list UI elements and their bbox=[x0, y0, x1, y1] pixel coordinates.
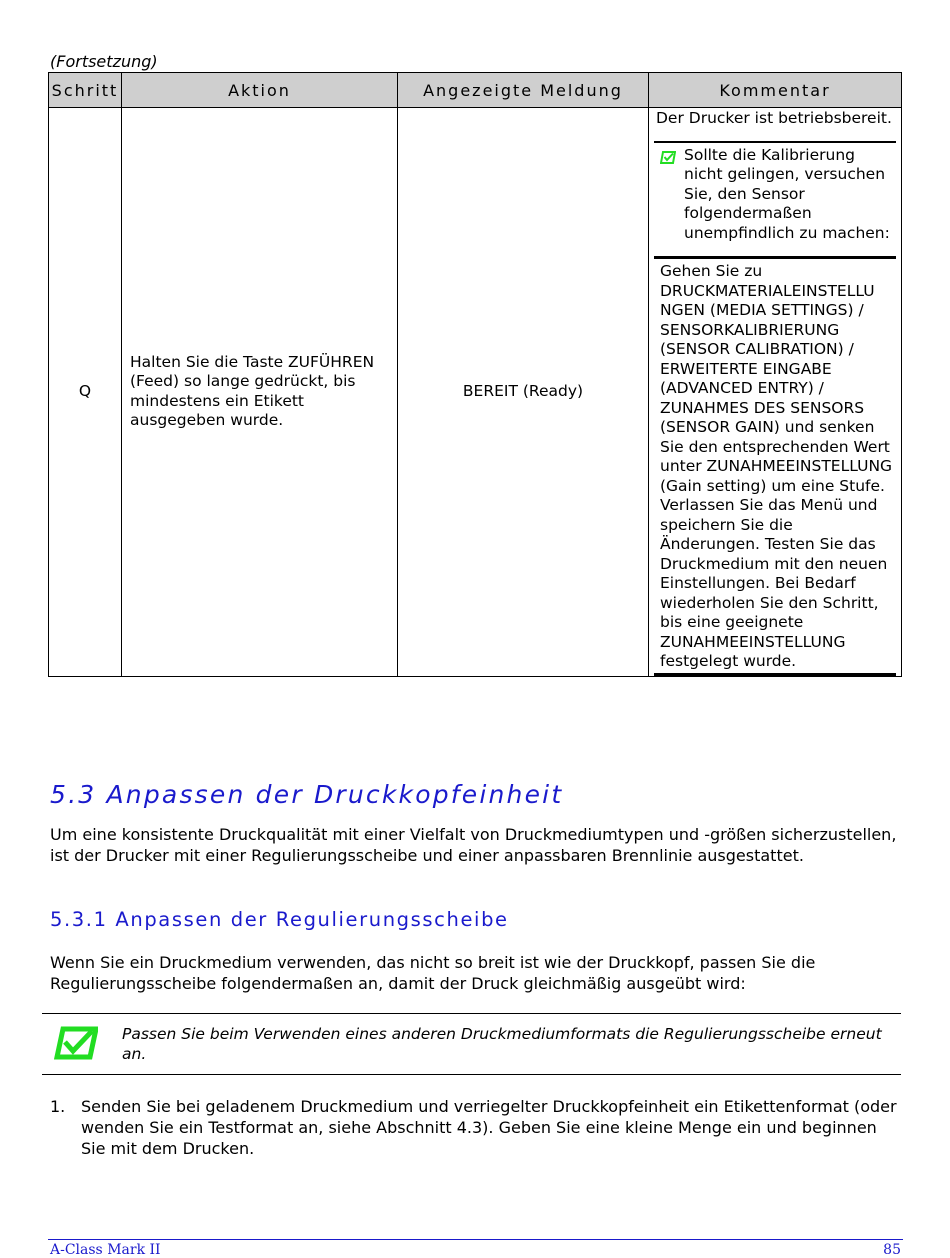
footer-product: A-Class Mark II bbox=[50, 1242, 161, 1258]
check-note-icon bbox=[660, 150, 676, 170]
steps-list bbox=[50, 1096, 900, 1159]
step-cell: Q bbox=[49, 108, 122, 677]
comment-cell bbox=[649, 108, 902, 677]
step-text: Senden Sie bei geladenem Druckmedium und verriegelter Druckkopfeinheit ein Etikettenformat (oder wenden Sie ein Testformat an, siehe Abschnitt 4.3). Geben Sie eine kleine Menge ein und beginnen Sie mit dem Drucken. bbox=[81, 1097, 897, 1158]
action-cell: Halten Sie die Taste ZUFÜHREN (Feed) so lange gedrückt, bis mindestens ein Etikett ausgegeben wurde. bbox=[122, 108, 398, 677]
table-header-row bbox=[49, 73, 902, 108]
list-item bbox=[50, 1096, 900, 1159]
comment-instructions: Gehen Sie zu DRUCKMATERIALEINSTELLU NGEN (MEDIA SETTINGS) / SENSORKALIBRIERUNG (SENSOR CALIBRATION) / ERWEITERTE EINGABE (ADVANCED ENTRY) / ZUNAHMES DES SENSORS (SENSOR GAIN) und senken Sie den entsprechenden Wert unter ZUNAHMEEINSTELLUNG (Gain setting) um eine Stufe. Verlassen Sie das Menü und speichern Sie die Änderungen. Testen Sie das Druckmedium mit den neuen Einstellungen. Bei Bedarf wiederholen Sie den Schritt, bis eine geeignete ZUNAHMEEINSTELLUNG festgelegt wurde. bbox=[654, 259, 896, 676]
note-text: Passen Sie beim Verwenden eines anderen Druckmediumformats die Regulierungsscheibe erneut an. bbox=[122, 1025, 882, 1063]
procedure-table bbox=[48, 72, 902, 677]
comment-note-text: Sollte die Kalibrierung nicht gelingen, versuchen Sie, den Sensor folgendermaßen unempfindlich zu machen: bbox=[684, 145, 890, 242]
header-step: Schritt bbox=[49, 73, 122, 108]
comment-ready: Der Drucker ist betriebsbereit. bbox=[654, 108, 896, 143]
header-comment: Kommentar bbox=[649, 73, 902, 108]
header-action: Aktion bbox=[122, 73, 398, 108]
step-number: 1. bbox=[50, 1097, 66, 1116]
page-number: 85 bbox=[883, 1242, 901, 1258]
check-note-icon bbox=[54, 1026, 98, 1064]
section-heading: 5.3 Anpassen der Druckkopfeinheit bbox=[50, 780, 564, 809]
note-box bbox=[42, 1013, 901, 1075]
subsection-intro: Wenn Sie ein Druckmedium verwenden, das nicht so breit ist wie der Druckkopf, passen Sie die Regulierungsscheibe folgendermaßen an, damit der Druck gleichmäßig ausgeübt wird: bbox=[50, 953, 816, 993]
subsection-heading: 5.3.1 Anpassen der Regulierungsscheibe bbox=[50, 908, 509, 931]
continuation-label: (Fortsetzung) bbox=[50, 52, 158, 71]
message-cell: BEREIT (Ready) bbox=[398, 108, 649, 677]
footer-divider bbox=[48, 1239, 903, 1240]
section-intro: Um eine konsistente Druckqualität mit einer Vielfalt von Druckmediumtypen und -größen sicherzustellen, ist der Drucker mit einer Regulierungsscheibe und einer anpassbaren Brennlinie ausgestattet. bbox=[50, 825, 897, 865]
comment-note bbox=[654, 143, 896, 260]
table-row bbox=[49, 108, 902, 677]
header-message: Angezeigte Meldung bbox=[398, 73, 649, 108]
